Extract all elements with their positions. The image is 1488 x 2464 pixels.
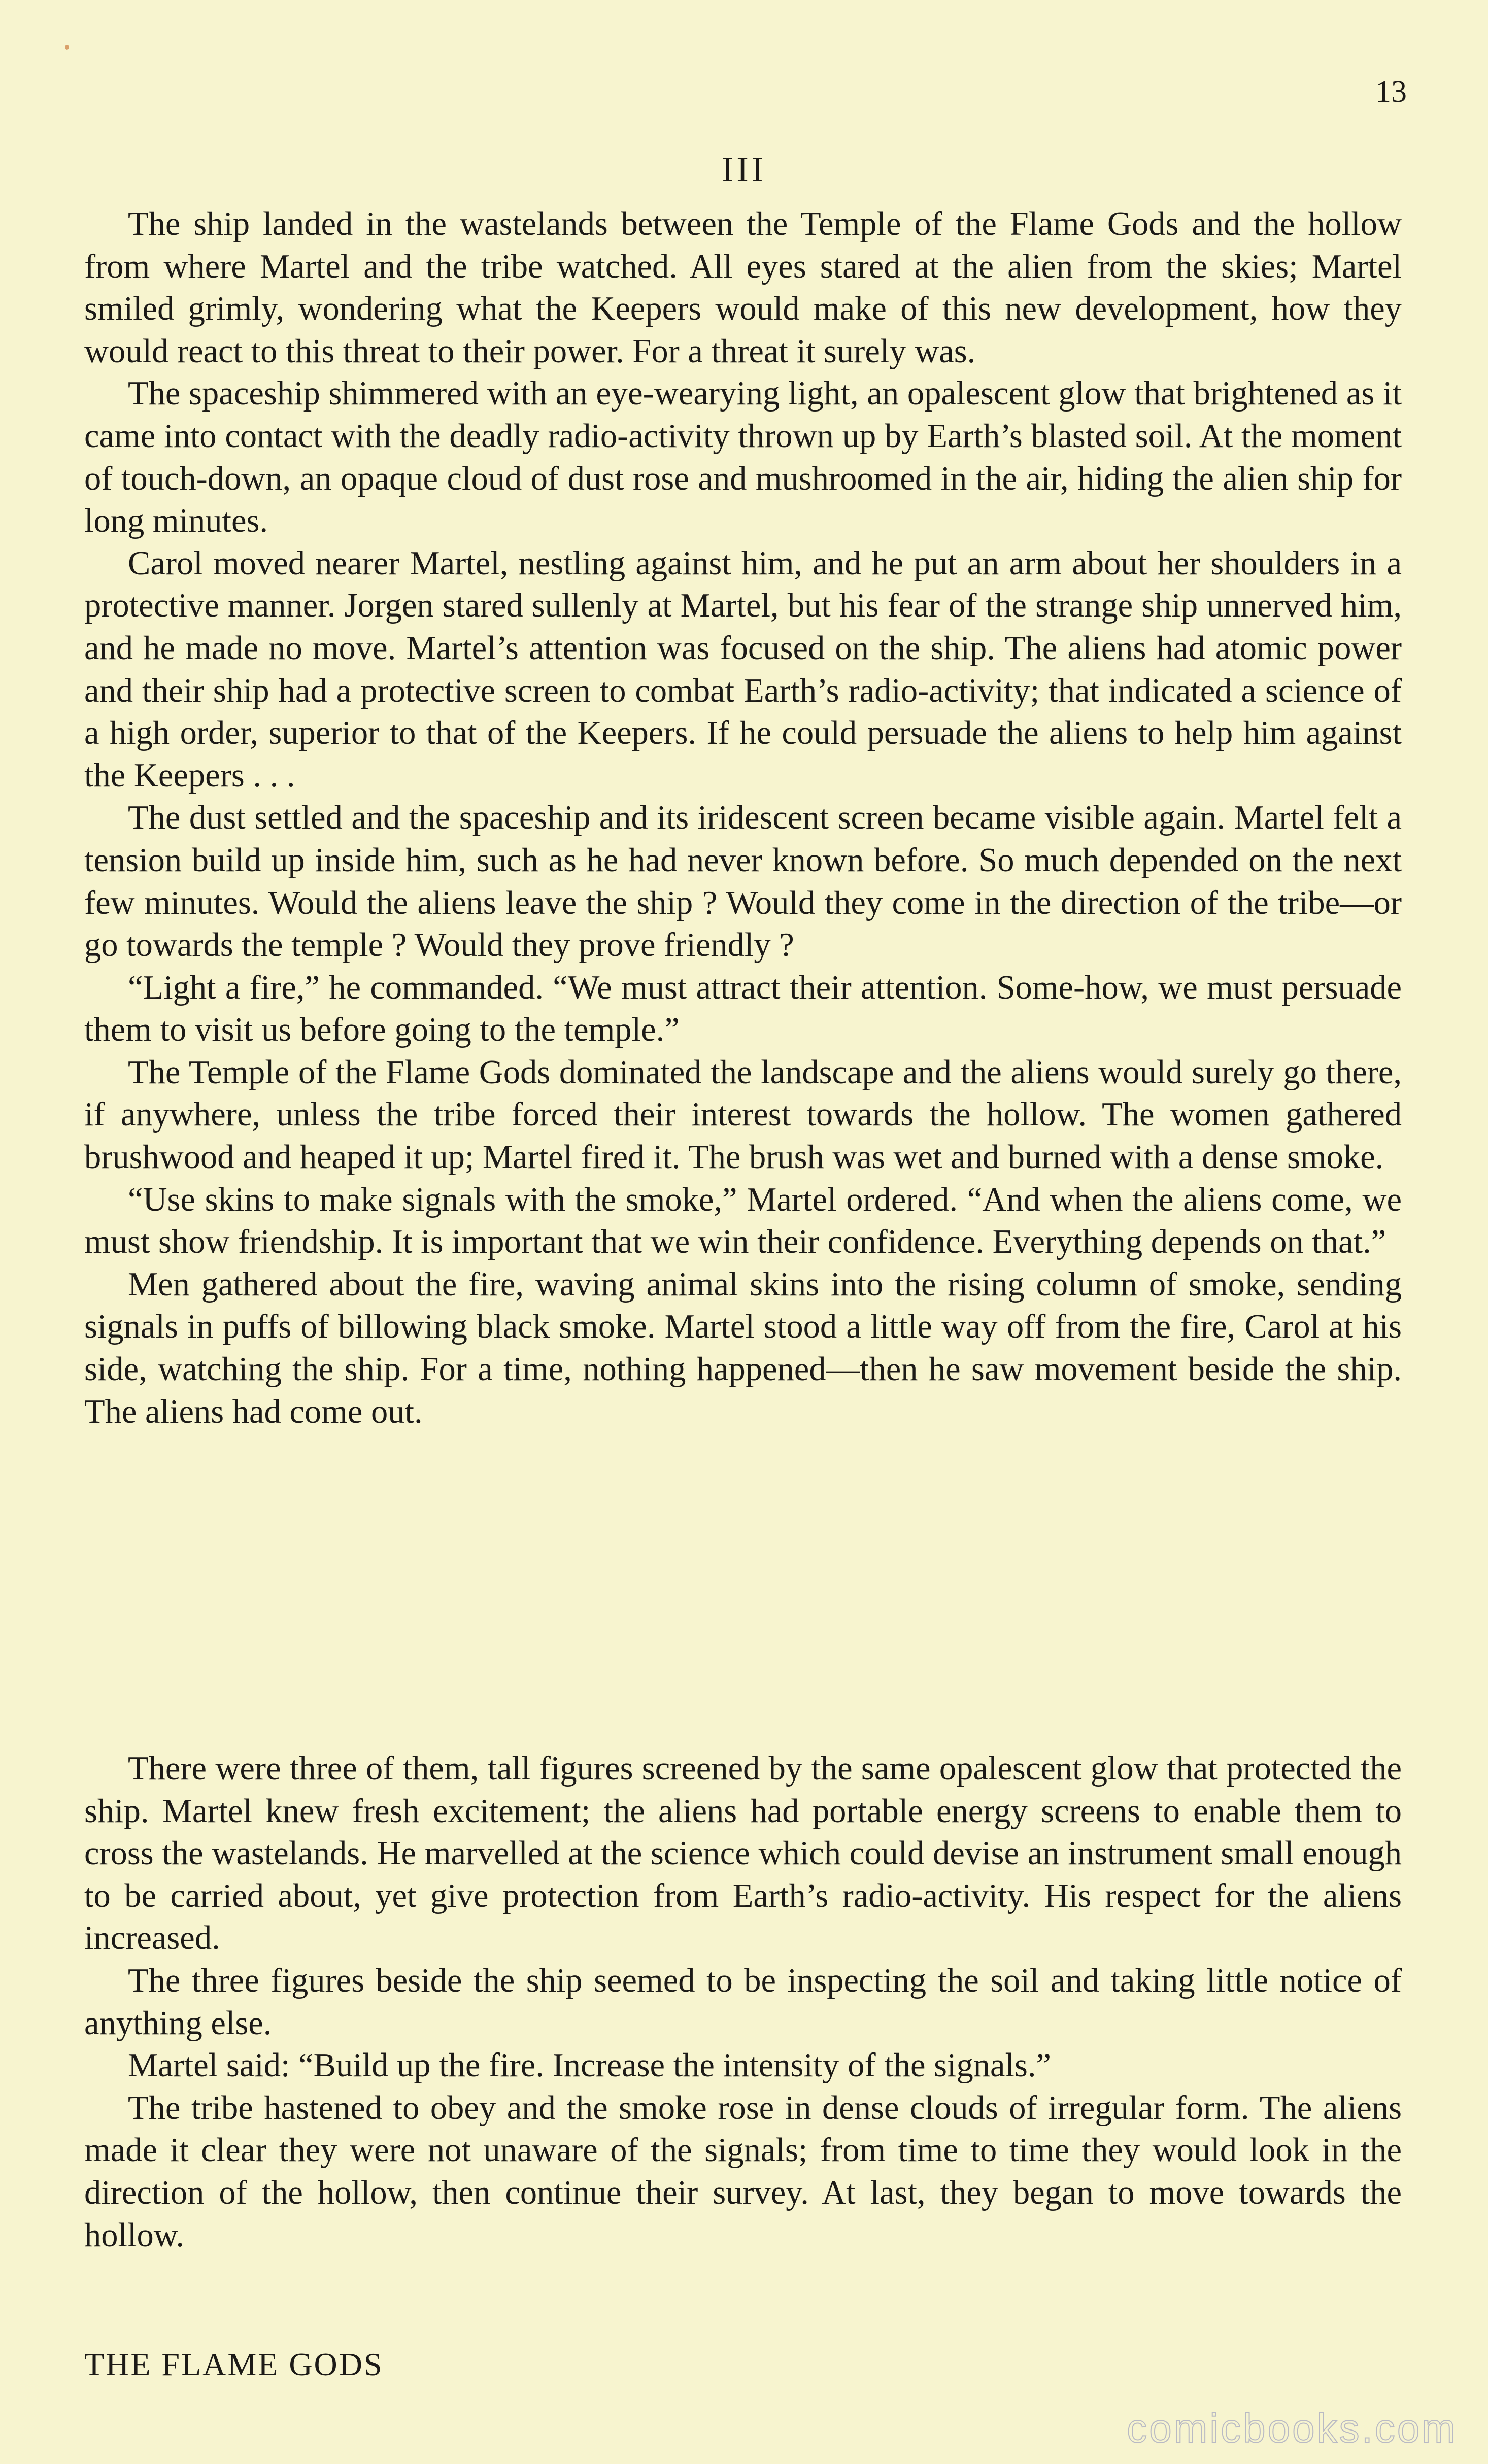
paragraph: The ship landed in the wastelands between the Temple of the Flame Gods and the hollow from where Martel and the tribe watched. All eyes stared at the alien from the skies; Martel smiled grimly, wondering what the Keepers would make of this new development, how they would react to this threat to their power. For a threat it surely was. xyxy=(84,206,1402,370)
paragraph: “Light a fire,” he commanded. “We must attract their attention. Some-how, we must persuade them to visit us before going to the temple.” xyxy=(84,969,1402,1049)
paragraph: Martel said: “Build up the fire. Increase the intensity of the signals.” xyxy=(128,2047,1051,2084)
paragraph: The three figures beside the ship seemed to be inspecting the soil and taking little notice of anything else. xyxy=(84,1962,1402,2042)
paragraph: Men gathered about the fire, waving animal skins into the rising column of smoke, sending signals in puffs of billowing black smoke. Martel stood a little way off from the fire, Carol at his side, watching the ship. For a time, nothing happened—then he saw movement beside the ship. The aliens had come out. xyxy=(84,1265,1402,1430)
page-number: 13 xyxy=(1375,75,1407,109)
running-footer-title: THE FLAME GODS xyxy=(84,2346,384,2382)
paragraph: The tribe hastened to obey and the smoke rose in dense clouds of irregular form. The aliens made it clear they were not unaware of the signals; from time to time they would look in the direction of the hollow, then continue their survey. At last, they began to move towards the hollow. xyxy=(84,2089,1402,2254)
paper-blemish xyxy=(65,45,69,50)
paragraph: There were three of them, tall figures screened by the same opalescent glow that protected the ship. Martel knew fresh excitement; the aliens had portable energy screens to enable them to cross the wastelands. He marvelled at the science which could devise an instrument small enough to be carried about, yet give protection from Earth’s radio-activity. His respect for the aliens increased. xyxy=(84,1750,1402,1957)
text-section-2 xyxy=(84,1748,1402,2256)
paragraph: “Use skins to make signals with the smoke,” Martel ordered. “And when the aliens come, we must show friendship. It is important that we win their confidence. Everything depends on that.” xyxy=(84,1181,1402,1261)
paragraph: The Temple of the Flame Gods dominated the landscape and the aliens would surely go there, if anywhere, unless the tribe forced their interest towards the hollow. The women gathered brushwood and heaped it up; Martel fired it. The brush was wet and burned with a dense smoke. xyxy=(84,1053,1402,1176)
paragraph: The spaceship shimmered with an eye-wearying light, an opalescent glow that brightened as it came into contact with the deadly radio-activity thrown up by Earth’s blasted soil. At the moment of touch-down, an opaque cloud of dust rose and mushroomed in the air, hiding the alien ship for long minutes. xyxy=(84,375,1402,540)
chapter-heading: III xyxy=(722,150,766,189)
paragraph: Carol moved nearer Martel, nestling against him, and he put an arm about her shoulders in a protective manner. Jorgen stared sullenly at Martel, but his fear of the strange ship unnerved him, and he made no move. Martel’s attention was focused on the ship. The aliens had atomic power and their ship had a protective screen to combat Earth’s radio-activity; that indicated a science of a high order, superior to that of the Keepers. If he could persuade the aliens to help him against the Keepers . . . xyxy=(84,544,1402,794)
watermark: comicbooks.com xyxy=(1127,2406,1458,2451)
text-section-1 xyxy=(84,203,1402,1433)
paragraph: The dust settled and the spaceship and its iridescent screen became visible again. Martel felt a tension build up inside him, such as he had never known before. So much depended on the next few minutes. Would the aliens leave the ship ? Would they come in the direction of the tribe—or go towards the temple ? Would they prove friendly ? xyxy=(84,799,1402,964)
